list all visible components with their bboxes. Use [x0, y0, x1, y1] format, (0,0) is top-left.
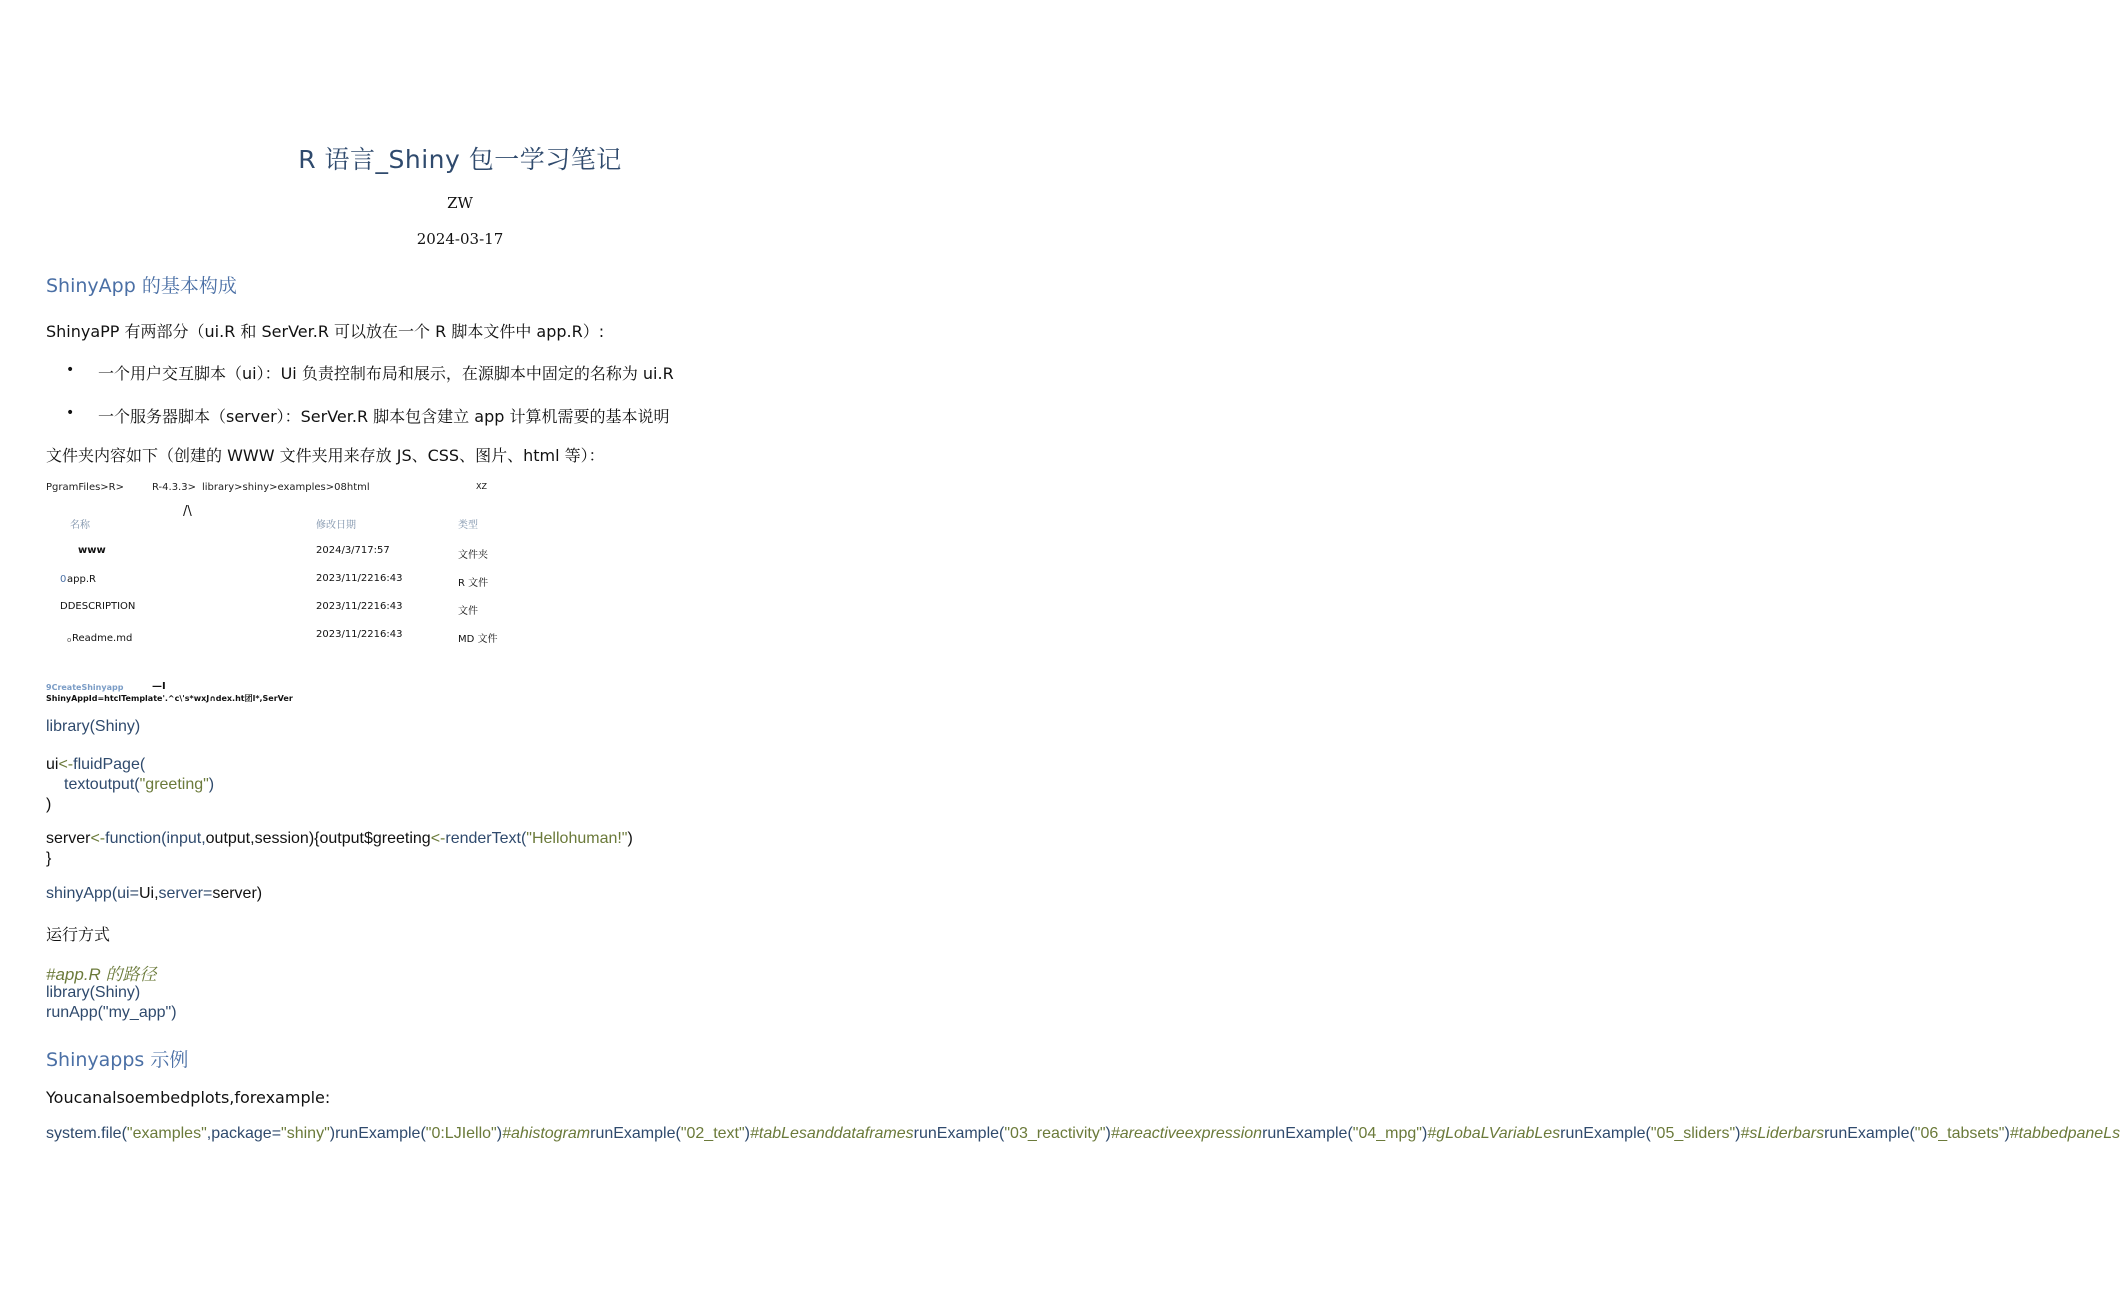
code-token: "0:LJIello": [425, 1125, 497, 1142]
file-type: 文件夹: [458, 550, 488, 561]
file-name[interactable]: DDESCRIPTION: [60, 601, 136, 612]
code-token: system.file(: [46, 1125, 127, 1142]
code-token: output,session){output$greeting: [205, 830, 431, 847]
code-token: ,package=: [206, 1125, 282, 1142]
file-modified: 2023/11/2216:43: [316, 601, 403, 612]
folder-paragraph: 文件夹内容如下（创建的 WWW 文件夹用来存放 JS、CSS、图片、html 等）：: [46, 446, 605, 465]
code-token: )runExample(: [329, 1125, 426, 1142]
code-token: "greeting": [139, 776, 209, 793]
code-token: ): [208, 776, 215, 793]
code-token: <-: [90, 830, 106, 847]
document-title: R 语言_Shiny 包一学习笔记: [298, 145, 622, 174]
bullet-server: 一个服务器脚本（server）：SerVer.R 脚本包含建立 app 计算机需要的基本说明: [98, 407, 670, 426]
code-token: ): [627, 830, 633, 847]
code-line: [46, 830, 633, 848]
code-line: [46, 885, 262, 903]
file-type: R 文件: [458, 578, 489, 589]
code-token: runExample(: [1560, 1125, 1651, 1142]
code-token: ): [1735, 1125, 1741, 1142]
code-token: ): [744, 1125, 750, 1142]
file-name[interactable]: Readme.md: [72, 633, 133, 644]
path-segment[interactable]: PgramFiles>R>: [46, 482, 125, 493]
code-comment: #gLobaLVariabLes: [1427, 1125, 1561, 1142]
code-line: runApp("my_app"): [46, 1004, 177, 1021]
caption-create-app: 9CreateShinyapp: [46, 683, 124, 692]
code-token: "03_reactivity": [1004, 1125, 1106, 1142]
run-label: 运行方式: [46, 925, 111, 944]
code-token: textoutput(: [64, 776, 140, 793]
sort-caret-icon[interactable]: /\: [183, 504, 192, 519]
bullet-ui: 一个用户交互脚本（ui）：Ui 负责控制布局和展示，在源脚本中固定的名称为 ui.R: [98, 364, 674, 383]
document-author: ZW: [447, 194, 473, 212]
bullet-marker: •: [66, 362, 75, 378]
file-icon: 0: [60, 574, 67, 585]
column-header-name[interactable]: 名称: [70, 520, 90, 531]
code-token: "Hellohuman!": [526, 830, 628, 847]
code-token: "examples": [126, 1125, 207, 1142]
code-line: library(Shiny): [46, 984, 141, 1001]
code-token: runExample(: [590, 1125, 681, 1142]
code-token: runExample(: [1262, 1125, 1353, 1142]
code-token: "04_mpg": [1352, 1125, 1422, 1142]
code-token: function(input,: [105, 830, 206, 847]
caption-app-id: ShinyAppId=htclTemplate'.^c\'s*wxJ∩dex.ht团l*,SerVer: [46, 694, 293, 703]
corner-mark: XZ: [476, 482, 487, 491]
code-line: [64, 776, 214, 794]
code-token: ): [1421, 1125, 1428, 1142]
code-token: "06_tabsets": [1914, 1125, 2005, 1142]
code-token: renderText(: [445, 830, 527, 847]
examples-code: [46, 1124, 2120, 1144]
section-heading-examples: Shinyapps 示例: [46, 1049, 189, 1071]
column-header-modified[interactable]: 修改日期: [316, 520, 356, 531]
code-token: server: [46, 830, 91, 847]
bullet-marker: •: [66, 405, 75, 421]
examples-intro: Youcanalsoembedplots,forexample:: [46, 1088, 331, 1107]
code-token: ): [2004, 1125, 2010, 1142]
code-token: ): [1105, 1125, 1111, 1142]
path-segment[interactable]: library>shiny>examples>08html: [202, 482, 370, 493]
document-date: 2024-03-17: [416, 230, 504, 248]
code-comment: #tabLesanddataframes: [749, 1125, 914, 1142]
file-name[interactable]: www: [78, 545, 106, 556]
file-modified: 2023/11/2216:43: [316, 629, 403, 640]
file-type: 文件: [458, 606, 478, 617]
path-segment[interactable]: R-4.3.3>: [152, 482, 196, 493]
code-comment: #sLiderbars: [1740, 1125, 1825, 1142]
file-modified: 2023/11/2216:43: [316, 573, 403, 584]
code-token: <-: [430, 830, 446, 847]
code-token: fluidPage(: [73, 756, 146, 773]
code-line: ): [46, 796, 52, 813]
code-token: <-: [58, 756, 74, 773]
code-token: server=: [158, 885, 213, 902]
code-comment: #ahistogram: [502, 1125, 591, 1142]
column-header-type[interactable]: 类型: [458, 520, 478, 531]
file-modified: 2024/3/717:57: [316, 545, 390, 556]
code-line: }: [46, 850, 52, 867]
code-token: runExample(: [1824, 1125, 1915, 1142]
code-comment: #app.R 的路径: [46, 965, 157, 984]
code-token: "shiny": [281, 1125, 330, 1142]
file-icon: o: [67, 636, 72, 644]
code-comment: #tabbedpaneLs: [2009, 1125, 2120, 1142]
code-token: Ui,: [138, 885, 159, 902]
code-line: library(Shiny): [46, 718, 141, 735]
caption-mark: —I: [152, 681, 166, 692]
intro-paragraph: ShinyaPP 有两部分（ui.R 和 SerVer.R 可以放在一个 R 脚本文件中 app.R）:: [46, 322, 605, 341]
code-token: ): [496, 1125, 503, 1142]
file-type: MD 文件: [458, 634, 498, 645]
code-line: [46, 756, 145, 774]
code-token: "02_text": [680, 1125, 745, 1142]
code-token: shinyApp(ui=: [46, 885, 139, 902]
section-heading-basics: ShinyApp 的基本构成: [46, 275, 237, 297]
code-token: server): [212, 885, 263, 902]
code-token: "05_sliders": [1650, 1125, 1736, 1142]
code-comment: #areactiveexpression: [1110, 1125, 1263, 1142]
code-token: runExample(: [913, 1125, 1005, 1142]
code-token: ui: [46, 756, 59, 773]
file-name[interactable]: app.R: [67, 574, 96, 585]
